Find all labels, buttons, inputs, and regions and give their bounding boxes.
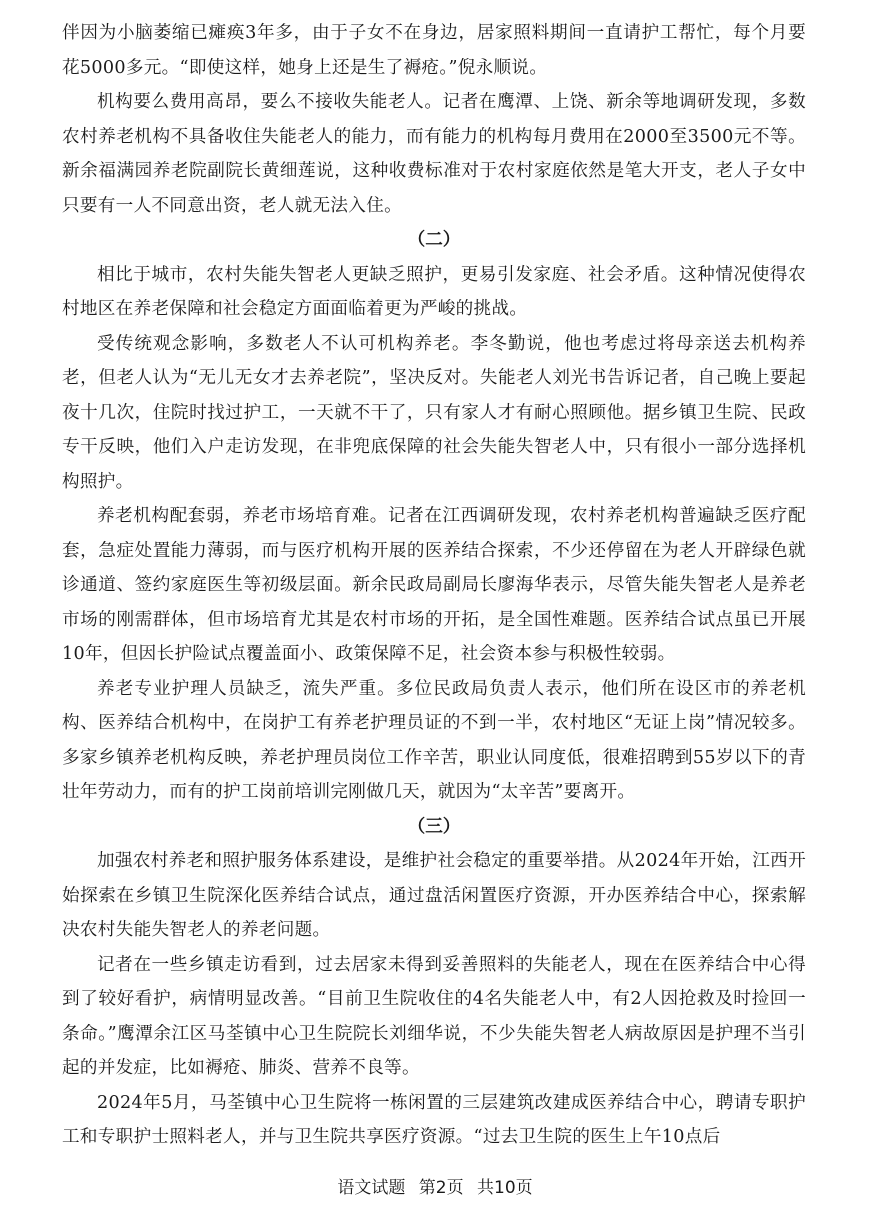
body-paragraph: 相比于城市，农村失能失智老人更缺乏照护，更易引发家庭、社会矛盾。这种情况使得农村地区在养老保障和社会稳定方面面临着更为严峻的挑战。 <box>62 264 806 319</box>
footer-subject: 语文试题 <box>337 1178 406 1198</box>
body-paragraph: 2024年5月，马荃镇中心卫生院将一栋闲置的三层建筑改建成医养结合中心，聘请专职护工和专职护士照料老人，并与卫生院共享医疗资源。“过去卫生院的医生上午10点后 <box>62 1092 806 1147</box>
page-footer <box>0 1176 870 1200</box>
body-paragraph: 受传统观念影响，多数老人不认可机构养老。李冬勤说，他也考虑过将母亲送去机构养老，但老人认为“无儿无女才去养老院”，坚决反对。失能老人刘光书告诉记者，自己晚上要起夜十几次，住院时找过护工，一天就不干了，只有家人才有耐心照顾他。据乡镇卫生院、民政专干反映，他们入户走访发现，在非兜底保障的社会失能失智老人中，只有很小一部分选择机构照护。 <box>62 333 806 492</box>
section-heading: （二） <box>407 229 461 250</box>
document-body <box>62 16 806 1155</box>
body-paragraph: 养老机构配套弱，养老市场培育难。记者在江西调研发现，农村养老机构普遍缺乏医疗配套，急症处置能力薄弱，而与医疗机构开展的医养结合探索，不少还停留在为老人开辟绿色就诊通道、签约家庭医生等初级层面。新余民政局副局长廖海华表示，尽管失能失智老人是养老市场的刚需群体，但市场培育尤其是农村市场的开拓，是全国性难题。医养结合试点虽已开展10年，但因长护险试点覆盖面小、政策保障不足，社会资本参与积极性较弱。 <box>62 506 806 664</box>
body-paragraph: 加强农村养老和照护服务体系建设，是维护社会稳定的重要举措。从2024年开始，江西开始探索在乡镇卫生院深化医养结合试点，通过盘活闲置医疗资源，开办医养结合中心，探索解决农村失能失智老人的养老问题。 <box>62 851 806 940</box>
section-heading: （三） <box>407 815 461 837</box>
footer-total-pages: 共10页 <box>477 1178 533 1198</box>
body-paragraph: 伴因为小脑萎缩已瘫痪3年多，由于子女不在身边，居家照料期间一直请护工帮忙，每个月要花5000多元。“即使这样，她身上还是生了褥疮。”倪永顺说。 <box>62 23 806 78</box>
footer-page-number: 第2页 <box>418 1178 464 1198</box>
body-paragraph: 机构要么费用高昂，要么不接收失能老人。记者在鹰潭、上饶、新余等地调研发现，多数农村养老机构不具备收住失能老人的能力，而有能力的机构每月费用在2000至3500元不等。新余福满园养老院副院长黄细莲说，这种收费标准对于农村家庭依然是笔大开支，老人子女中只要有一人不同意出资，老人就无法入住。 <box>62 92 806 216</box>
body-paragraph: 记者在一些乡镇走访看到，过去居家未得到妥善照料的失能老人，现在在医养结合中心得到了较好看护，病情明显改善。“目前卫生院收住的4名失能老人中，有2人因抢救及时捡回一条命。”鹰潭余江区马荃镇中心卫生院院长刘细华说，不少失能失智老人病故原因是护理不当引起的并发症，比如褥疮、肺炎、营养不良等。 <box>62 954 806 1078</box>
body-paragraph: 养老专业护理人员缺乏，流失严重。多位民政局负责人表示，他们所在设区市的养老机构、医养结合机构中，在岗护工有养老护理员证的不到一半，农村地区“无证上岗”情况较多。多家乡镇养老机构反映，养老护理员岗位工作辛苦，职业认同度低，很难招聘到55岁以下的青壮年劳动力，而有的护工岗前培训完刚做几天，就因为“太辛苦”要离开。 <box>62 678 806 802</box>
